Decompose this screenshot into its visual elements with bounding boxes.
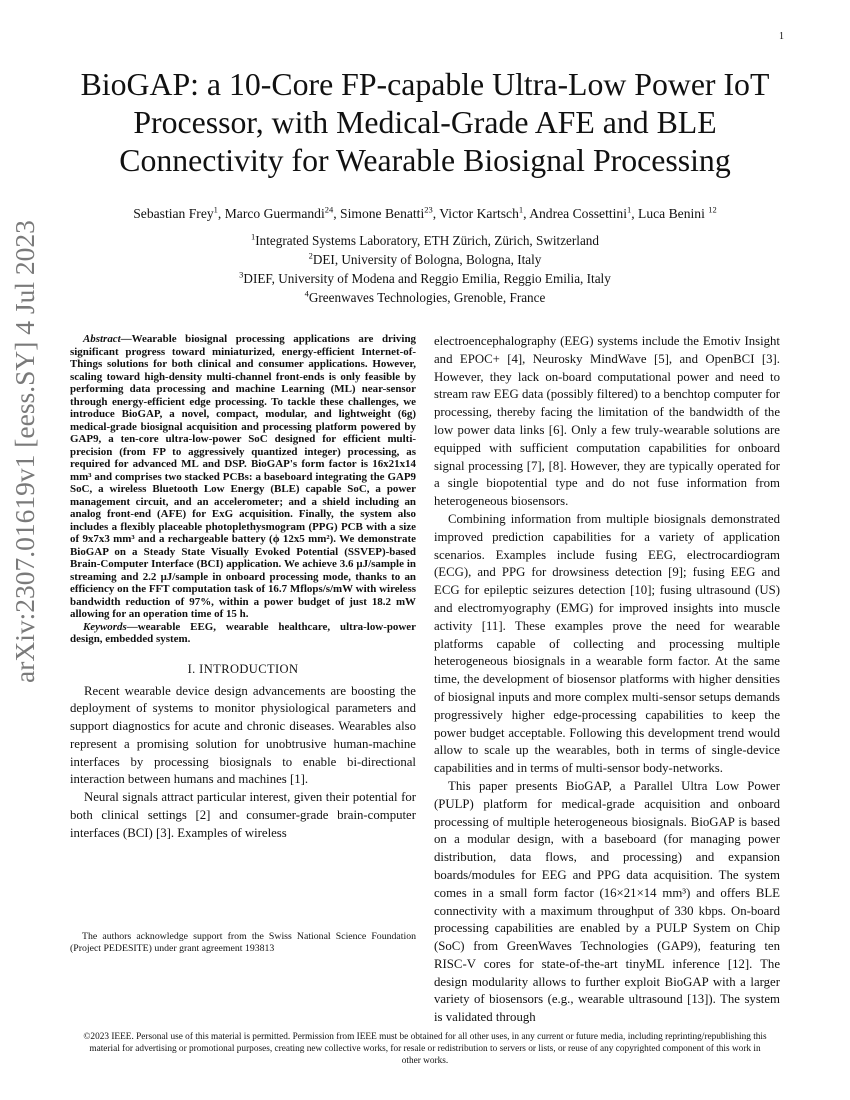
section-heading-introduction: I. INTRODUCTION [187,661,299,676]
funding-footnote: The authors acknowledge support from the Swiss National Science Foundation (Project PEDESITE) under grant agreement 193813 [70,931,416,955]
author-list: Sebastian Frey$^1$, Marco Guermandi$^{24}$, Simone Benatti$^{23}$, Victor Kartsch$^1$, Andrea Cossettini$^1$, Luca Benini $^{12}$ [133,204,717,221]
body-paragraph: Combining information from multiple biosignals demonstrated improved prediction capabilities for a variety of application scenarios. Examples include fusing EEG, electrocardiogram (ECG), and PPG for drowsiness detection [9]; fusing EEG and ECG for epileptic seizures detection [10]; fusing ultrasound (US) and electromyography (EMG) for improved insights into muscle activity [11]. These examples prove the need for wearable platforms capable of collecting and processing multiple heterogeneous biosignals in a wearable form factor. At the same time, the development of biosensor platforms with higher densities of biosignal inputs and more complex multi-sensor setups demands progressively higher edge-processing capabilities to keep the power budget acceptable. Following this development trend would allow to scale up the wearables, both in terms of single-device capabilities and in terms of multi-sensor body-networks. [434,511,780,776]
abstract [70,333,416,621]
affiliation: $^4$Greenwaves Technologies, Grenoble, France [304,288,546,305]
arxiv-identifier-stamp: arXiv:2307.01619v1 [eess.SY] 4 Jul 2023 [9,220,40,683]
abstract-text: —Wearable biosignal processing applications are driving significant progress toward miniaturized, energy-efficient Internet-of-Things solutions for both clinical and consumer applications. However, scaling toward high-density multi-channel front-ends is only feasible by performing data processing and machine Learning (ML) near-sensor through energy-efficient edge processing. To tackle these challenges, we introduce BioGAP, a novel, compact, modular, and lightweight (6g) medical-grade biosignal acquisition and processing platform powered by GAP9, a ten-core ultra-low-power SoC designed for efficient multi-precision (from FP to aggressively quantized integer) processing, as required for advanced ML and DSP. BioGAP's form factor is 16x21x14 mm³ and comprises two stacked PCBs: a baseboard integrating the GAP9 SoC, a wireless Bluetooth Low Energy (BLE) capable SoC, a power management circuit, and an accelerometer; and a shield including an analog front-end (AFE) for ExG acquisition. Finally, the system also includes a flexibly placeable photoplethysmogram (PPG) PCB with a size of 9x7x3 mm³ and a rechargeable battery (ϕ 12x5 mm²). We demonstrate BioGAP on a Steady State Visually Evoked Potential (SSVEP)-based Brain-Computer Interface (BCI) application. We achieve 3.6 μJ/sample in streaming and 2.2 μJ/sample in onboard processing mode, thanks to an efficiency on the FFT computation task of 16.7 Mflops/s/mW with wireless bandwidth reduction of 97%, within a power budget of just 18.2 mW allowing for an operation time of 15 h. [70,333,416,620]
left-column [70,333,416,843]
body-paragraph: Neural signals attract particular interest, given their potential for both clinical settings [2] and consumer-grade brain-computer interfaces (BCI) [3]. Examples of wireless [70,790,416,840]
abstract-label: Abstract [83,333,121,345]
paper-title: BioGAP: a 10-Core FP-capable Ultra-Low Power IoT Processor, with Medical-Grade AFE and BLE Connectivity for Wearable Biosignal Processing [80,67,770,178]
body-paragraph: This paper presents BioGAP, a Parallel Ultra Low Power (PULP) platform for medical-grade acquisition and onboard processing of multiple heterogeneous biosignals. BioGAP is based on a modular design, with a baseboard (for managing power distribution, data flows, and processing) and expansion boards/modules for EEG and PPG data acquisition. The system comes in a small form factor (16×21×14 mm³) and offers BLE connectivity with a maximum throughput of 330 kbps. On-board processing capabilities are enabled by a PULP System on Chip (SoC) from GreenWaves Technologies (GAP9), featuring ten RISC-V cores for state-of-the-art tinyML inference [12]. The design modularity allows to further exploit BioGAP with a larger variety of biosensors (e.g., wearable ultrasound [13]). The system is validated through [434,778,780,1025]
right-column [434,333,780,1027]
body-paragraph: Recent wearable device design advancements are boosting the deployment of systems to monitor physiological parameters and support diagnostics for acute and chronic diseases. Wearables also represent a promising solution for unobtrusive human-machine interfaces by processing biosignals to enable bi-directional interaction between humans and machines [1]. [70,683,416,787]
keywords-label: Keywords [83,620,127,633]
copyright-notice: ©2023 IEEE. Personal use of this material is permitted. Permission from IEEE must be obtained for all other uses, in any current or future media, including reprinting/republishing this material for advertising or promotional purposes, creating new collective works, for resale or redistribution to servers or lists, or reuse of any copyrighted component of this work in other works. [83,1032,767,1066]
body-paragraph: electroencephalography (EEG) systems include the Emotiv Insight and EPOC+ [4], Neurosky MindWave [5], and OpenBCI [3]. However, they lack on-board computational power and need to stream raw EEG data (possibly filtered) to a benchtop computer for processing, thereby facing the limitation of the bandwidth of the low power data links [6]. Only a few truly-wearable solutions are equipped with sufficient computation capabilities for onboard signal processing [7], [8]. However, they are typically operated for a single biopotential type and do not fuse information from heterogeneous biosensors. [434,334,780,509]
author: Marco Guermandi$^{24}$ [224,204,334,221]
author: Sebastian Frey$^1$ [133,204,218,221]
author: Victor Kartsch$^1$ [439,204,524,221]
author: Simone Benatti$^{23}$ [340,204,433,221]
affiliation: $^3$DIEF, University of Modena and Reggio Emilia, Reggio Emilia, Italy [239,269,611,286]
affiliation: $^1$Integrated Systems Laboratory, ETH Zürich, Zürich, Switzerland [251,231,599,248]
author: Luca Benini $^{12}$ [638,204,717,221]
keywords-text: —wearable EEG, wearable healthcare, ultra-low-power design, embedded system. [70,620,416,645]
affiliation: $^2$DEI, University of Bologna, Bologna, Italy [308,250,542,267]
keywords [70,621,416,646]
author: Andrea Cossettini$^1$ [529,204,632,221]
page-number: 1 [779,31,784,42]
affiliation-list [100,231,750,307]
